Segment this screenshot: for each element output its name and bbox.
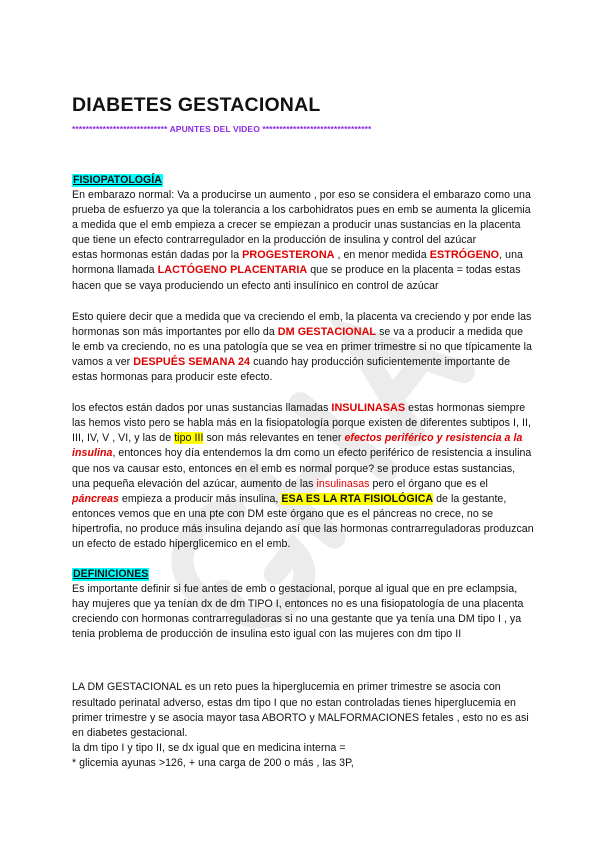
highlight-tipo-iii: tipo III: [174, 432, 204, 445]
section-heading-definiciones: DEFINICIONES: [73, 568, 149, 581]
section-heading-fisiopatologia: FISIOPATOLOGÍA: [73, 174, 162, 186]
term-estrogeno: ESTRÓGENO: [429, 249, 500, 262]
text: empieza a producir más insulina,: [118, 492, 282, 505]
text: cuando hay producción suficientemente importante de estas hormonas para producir este efecto.: [72, 355, 511, 384]
paragraph-hormonas: [72, 248, 534, 293]
text: de la gestante, entonces vemos que en una pte con DM este órgano que es el páncreas no crece, no se hipertrofia, no produce más insulina dejando así que las hormonas contrarreguladoras produzcan un efecto de estado hiperglicemico en el emb.: [72, 492, 534, 550]
text: que se produce en la placenta = todas estas hacen que se vaya produciendo un efecto anti insulínico en control de azúcar: [72, 264, 521, 292]
term-progesterona: PROGESTERONA: [242, 249, 335, 262]
term-pancreas: páncreas: [72, 492, 119, 505]
subtitle-apuntes: **************************** APUNTES DEL VIDEO ********************************: [72, 124, 372, 134]
term-dm-gestacional: DM GESTACIONAL: [277, 325, 377, 338]
text: la dm tipo I y tipo II, se dx igual que en medicina interna =: [72, 741, 346, 754]
paragraph-insulinasas: [72, 401, 534, 552]
text: En embarazo normal: Va a producirse un aumento , por eso se considera el embarazo como una prueba de esfuerzo ya que la tolerancia a los carbohidratos pues en emb se aumenta la glicemia a medida que el emb empieza a crecer se empiezan a producir unas sustancias en la placenta que tiene un efecto contrarregulador en la producción de insulina y control del azúcar: [72, 189, 531, 247]
text: estas hormonas siempre las hemos visto pero se habla más en la fisiopatología porque existen de diferentes subtipos I, II, III, IV, V , VI, y las de: [72, 402, 531, 445]
term-semana-24: DESPUÉS SEMANA 24: [133, 355, 251, 368]
text: los efectos están dados por unas sustancias llamadas: [72, 402, 332, 415]
paragraph-placenta-creciendo: [72, 310, 534, 385]
text: LA DM GESTACIONAL es un reto pues la hiperglucemia en primer trimestre se asocia con resultado perinatal adverso, estas dm tipo I que no estan controladas tienes hiperglucemia en primer trimestre y se asocia mayor tasa ABORTO y MALFORMACIONES fetales , esto no es asi en diabetes gestacional.: [72, 681, 529, 739]
term-insulinasas: INSULINASAS: [331, 402, 406, 415]
text: estas hormonas están dadas por la: [72, 249, 243, 262]
text: pero el órgano que es el: [369, 477, 488, 490]
text: * glicemia ayunas >126, + una carga de 200 o más , las 3P,: [72, 756, 354, 769]
text: Es importante definir si fue antes de emb o gestacional, porque al igual que en pre eclampsia, hay mujeres que ya tenían dx de dm TIPO I, entonces no es una fisiopatología de una placenta creciendo con hormonas contrarreguladoras si no una gestante que ya tenía una DM tipo I , ya tenia problema de producción de insulina esto igual con las mujeres con dm tipo II: [72, 583, 524, 641]
paragraph-diagnostico: [72, 741, 534, 756]
paragraph-definir: [72, 582, 534, 642]
text: Esto quiere decir que a medida que va creciendo el emb, la placenta va creciendo y por ende las hormonas son más importantes por ello da: [72, 310, 532, 338]
document-body: [72, 92, 534, 771]
text: se va a producir a medida que le emb va creciendo, no es una patología que se vea en primer trimestre si no que típicamente la vamos a ver: [72, 325, 532, 368]
text: , una hormona llamada: [72, 249, 523, 277]
text: , en menor medida: [334, 249, 430, 262]
document-title: DIABETES GESTACIONAL: [72, 94, 321, 116]
text: son más relevantes en tener: [203, 432, 345, 445]
term-lactogeno: LACTÓGENO PLACENTARIA: [157, 264, 308, 277]
paragraph-embarazo-normal: [72, 188, 534, 248]
term-efectos-perifericos: efectos periférico y resistencia a la insulina: [72, 432, 523, 460]
term-insulinasas-2: insulinasas: [316, 477, 370, 490]
paragraph-dm-gestacional-reto: [72, 680, 534, 740]
text: , entonces hoy día entendemos la dm como un efecto periférico de resistencia a insulina que nos va causar esto, entonces en el emb es normal porque? se produce estas sustancias, una pequeña elevación del azúcar, aumento de las: [72, 447, 532, 490]
paragraph-glicemia: [72, 756, 534, 771]
highlight-respuesta-fisiologica: ESA ES LA RTA FISIOLÓGICA: [281, 492, 434, 505]
